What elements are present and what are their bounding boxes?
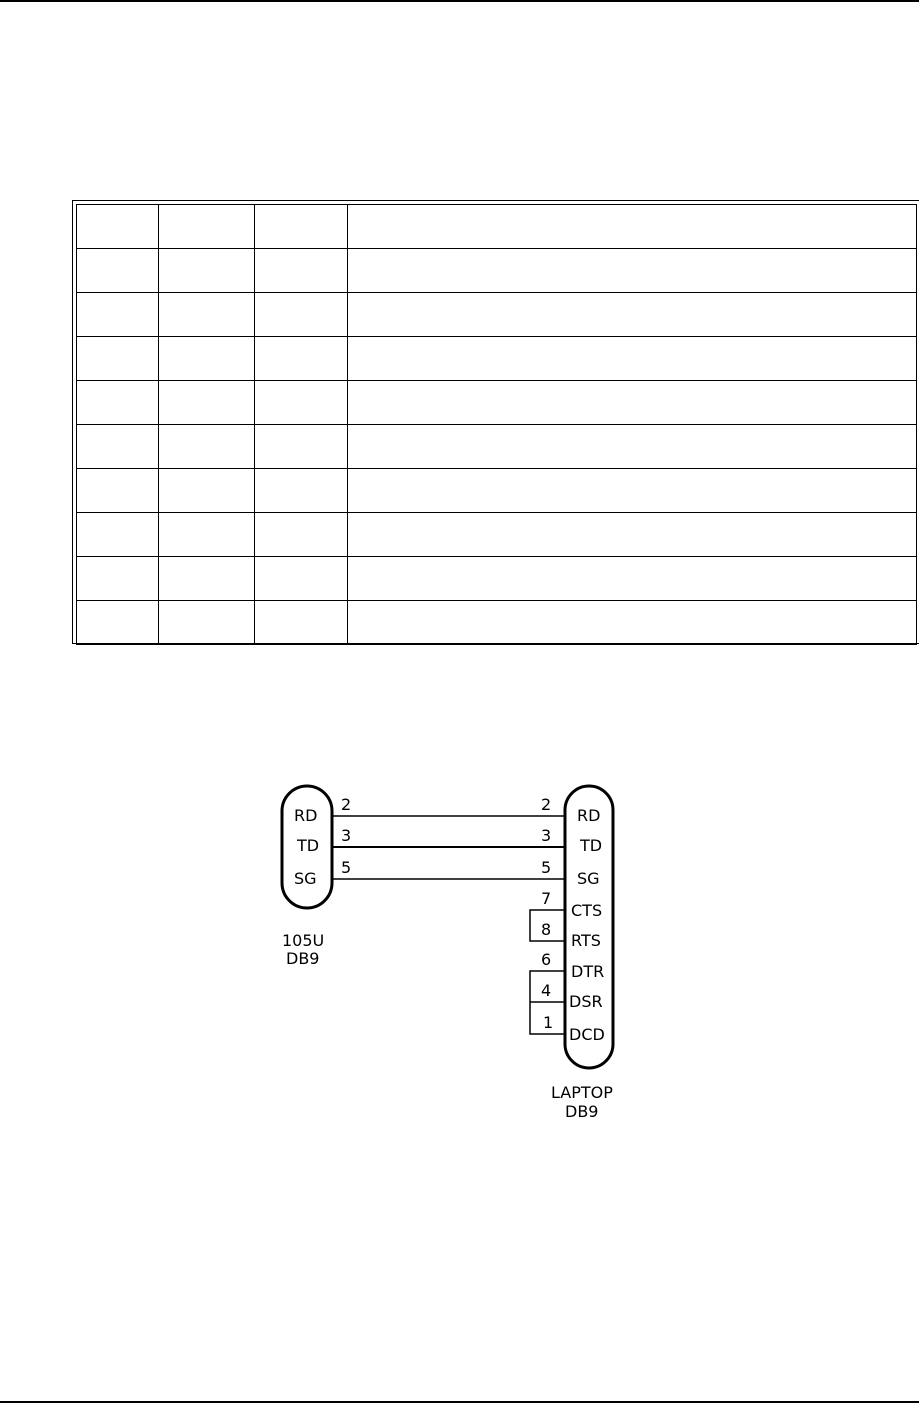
right-connector-type: DB9 (565, 1102, 599, 1121)
left-signal-sg: SG (294, 869, 317, 888)
pin-6-label: 6 (541, 950, 552, 969)
left-signal-td: TD (297, 836, 320, 855)
pin-4-label: 4 (541, 981, 552, 1000)
right-signal-dsr: DSR (569, 992, 603, 1011)
right-connector-name: LAPTOP (551, 1083, 613, 1102)
left-connector-name: 105U (282, 931, 325, 950)
right-signal-dcd: DCD (569, 1025, 605, 1044)
right-signal-cts: CTS (571, 901, 603, 920)
right-signal-sg: SG (577, 869, 600, 888)
pin-8-label: 8 (541, 920, 552, 939)
right-signal-td: TD (580, 836, 603, 855)
wire-td-left-pin: 3 (341, 826, 352, 845)
wire-rd-left-pin: 2 (341, 795, 352, 814)
footer-rule (0, 1401, 919, 1403)
wire-sg-right-pin: 5 (541, 858, 552, 877)
wire-rd-right-pin: 2 (541, 795, 552, 814)
pin-7-label: 7 (541, 889, 552, 908)
left-signal-rd: RD (294, 806, 318, 825)
right-signal-rts: RTS (571, 931, 601, 950)
right-signal-rd: RD (577, 806, 601, 825)
wire-td-right-pin: 3 (541, 826, 552, 845)
pin-1-label: 1 (543, 1013, 554, 1032)
left-connector-type: DB9 (286, 949, 320, 968)
right-signal-dtr: DTR (571, 962, 605, 981)
wire-sg-left-pin: 5 (341, 858, 352, 877)
